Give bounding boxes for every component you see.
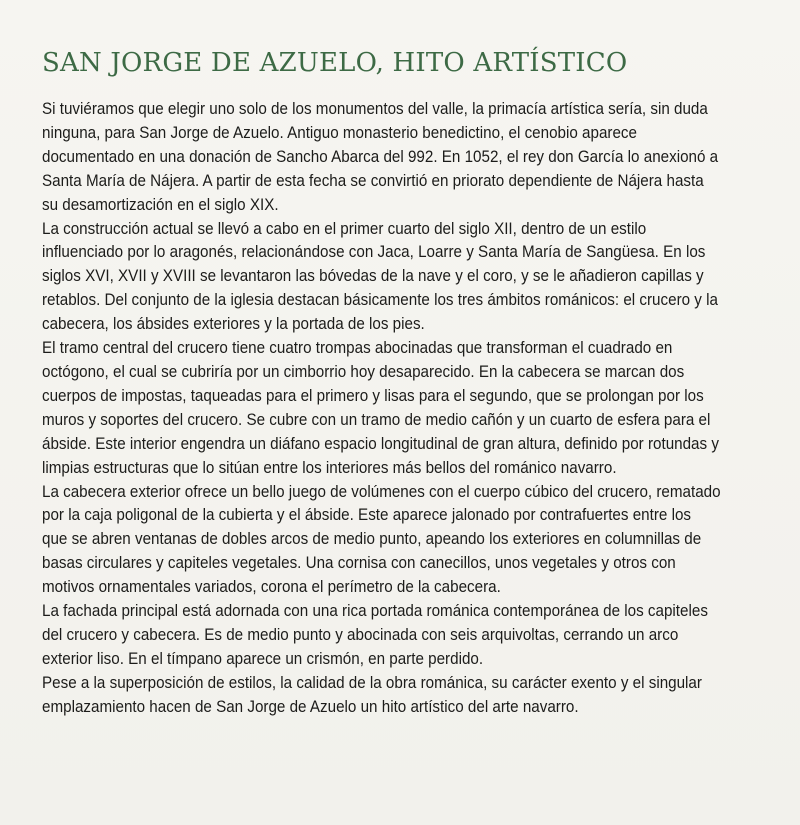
text-line: que se abren ventanas de dobles arcos de medio punto, apeando los exteriores en columnillas de	[42, 529, 702, 549]
text-line: Santa María de Nájera. A partir de esta fecha se convirtió en priorato dependiente de Nájera hasta	[42, 170, 704, 190]
text-line: del crucero y cabecera. Es de medio punto y abocinada con seis arquivoltas, cerrando un arco	[42, 624, 679, 644]
text-line: retablos. Del conjunto de la iglesia destacan básicamente los tres ámbitos románicos: el crucero y la	[42, 290, 718, 310]
text-line: siglos XVI, XVII y XVIII se levantaron las bóvedas de la nave y el coro, y se le añadieron capillas y	[42, 266, 704, 286]
text-line: octógono, el cual se cubriría por un cimborrio hoy desaparecido. En la cabecera se marcan dos	[42, 361, 685, 381]
text-line: cabecera, los ábsides exteriores y la portada de los pies.	[42, 314, 425, 334]
text-line: cuerpos de impostas, taqueadas para el primero y lisas para el segundo, que se prolongan por los	[42, 385, 704, 405]
text-line: El tramo central del crucero tiene cuatro trompas abocinadas que transforman el cuadrado en	[42, 338, 673, 358]
text-line: La fachada principal está adornada con una rica portada románica contemporánea de los capiteles	[42, 601, 708, 621]
text-line: muros y soportes del crucero. Se cubre con un tramo de medio cañón y un cuarto de esfera para el	[42, 409, 711, 429]
body-text	[42, 97, 721, 719]
text-line: Pese a la superposición de estilos, la calidad de la obra románica, su carácter exento y el singular	[42, 672, 702, 692]
text-line: documentado en una donación de Sancho Abarca del 992. En 1052, el rey don García lo anexionó a	[42, 146, 719, 166]
text-line: Si tuviéramos que elegir uno solo de los monumentos del valle, la primacía artística sería, sin duda	[42, 99, 708, 118]
text-line: La cabecera exterior ofrece un bello juego de volúmenes con el cuerpo cúbico del crucero, rematado	[42, 481, 721, 501]
text-line: influenciado por lo aragonés, relacionándose con Jaca, Loarre y Santa María de Sangüesa. En los	[42, 242, 706, 262]
text-line: emplazamiento hacen de San Jorge de Azuelo un hito artístico del arte navarro.	[42, 696, 579, 716]
text-line: ábside. Este interior engendra un diáfano espacio longitudinal de gran altura, definido por rotundas y	[42, 433, 719, 453]
text-line: La construcción actual se llevó a cabo en el primer cuarto del siglo XII, dentro de un estilo	[42, 218, 647, 238]
text-line: ninguna, para San Jorge de Azuelo. Antiguo monasterio benedictino, el cenobio aparece	[42, 122, 637, 142]
text-line: limpias estructuras que lo sitúan entre los interiores más bellos del románico navarro.	[42, 457, 617, 477]
text-line: su desamortización en el siglo XIX.	[42, 194, 279, 214]
text-line: motivos ornamentales variados, corona el perímetro de la cabecera.	[42, 577, 501, 597]
page-title: SAN JORGE DE AZUELO, HITO ARTÍSTICO	[42, 48, 628, 78]
text-line: por la caja poligonal de la cubierta y el ábside. Este aparece jalonado por contrafuertes entre los	[42, 505, 692, 525]
text-line: basas circulares y capiteles vegetales. Una cornisa con canecillos, unos vegetales y otros con	[42, 553, 676, 573]
text-line: exterior liso. En el tímpano aparece un crismón, en parte perdido.	[42, 648, 484, 668]
